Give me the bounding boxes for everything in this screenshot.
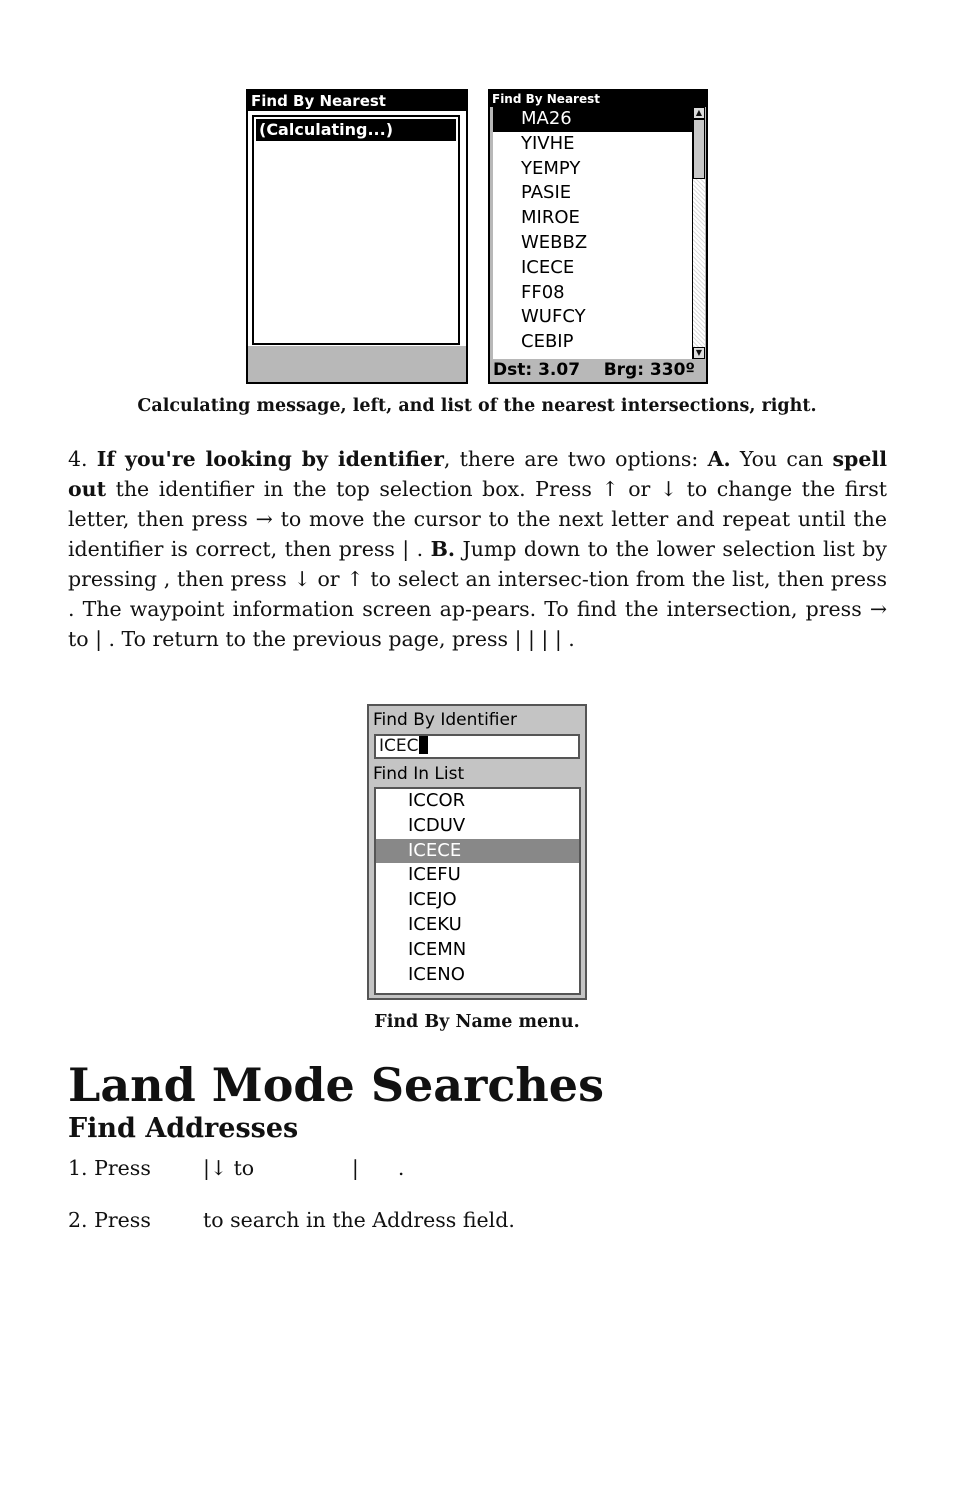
body-text: Jump down to the lower selection list by pressing , then press ↓ or ↑ to select an intersec-tion from the list, then press . The waypoint information screen ap-pears. To find the intersection, press → to | . To return to the previous page, press | | | | . <box>68 537 887 651</box>
list-item[interactable]: ICECE <box>521 256 575 278</box>
figure-caption: Calculating message, left, and list of the nearest intersections, right. <box>137 396 817 416</box>
identifier-list[interactable] <box>374 787 581 995</box>
calculating-message: (Calculating...) <box>256 119 456 141</box>
bold-text: spell out <box>68 447 887 501</box>
step-number: 4. <box>68 447 97 471</box>
body-text: , there are two options: <box>443 447 708 471</box>
section-heading: Land Mode Searches <box>68 1058 604 1112</box>
identifier-input[interactable] <box>374 734 580 759</box>
list-item[interactable]: CEBIP <box>521 331 574 353</box>
subsection-heading: Find Addresses <box>68 1113 299 1144</box>
screen-title: Find By Nearest <box>248 91 466 111</box>
list-item[interactable]: ICECE <box>376 839 579 864</box>
list-item[interactable]: ICEFU <box>408 864 461 886</box>
bold-text: B. <box>430 537 456 561</box>
list-item[interactable]: YEMPY <box>521 157 581 179</box>
scrollbar-thumb[interactable] <box>693 119 705 179</box>
figure-caption: Find By Name menu. <box>374 1012 580 1032</box>
find-in-list-label: Find In List <box>373 764 465 784</box>
list-item[interactable]: MIROE <box>521 207 580 229</box>
body-text: the identifier in the top selection box. Press ↑ or ↓ to change the first letter, then press → to move the cursor to the next letter and repeat until the identifier is correct, then press | . <box>68 477 887 561</box>
list-item[interactable]: ICEMN <box>408 938 467 960</box>
list-item[interactable]: FF08 <box>521 281 565 303</box>
distance-bearing-status: Dst: 3.07 Brg: 330º <box>493 360 695 380</box>
identifier-value: ICEC <box>379 736 419 756</box>
step-2-text: 2. Press to search in the Address field. <box>68 1208 515 1232</box>
identifier-label: Find By Identifier <box>373 710 517 730</box>
scroll-down-arrow-icon[interactable]: ▼ <box>693 347 705 359</box>
list-item[interactable]: YIVHE <box>521 132 575 154</box>
list-item[interactable]: WEBBZ <box>521 231 588 253</box>
bold-text: A. <box>707 447 731 471</box>
find-by-nearest-calculating-screen <box>246 89 468 384</box>
find-by-identifier-screen <box>367 704 587 1000</box>
list-item[interactable]: ICCOR <box>408 790 466 811</box>
body-text: You can <box>730 447 833 471</box>
list-item[interactable]: ICEKU <box>408 913 462 935</box>
list-item[interactable]: ICENO <box>408 963 465 985</box>
find-by-nearest-list-screen <box>488 89 708 384</box>
list-item[interactable]: ICDUV <box>408 814 466 836</box>
list-item[interactable]: WUFCY <box>521 306 586 328</box>
status-bar <box>248 346 466 382</box>
bold-text: If you're looking by identifier <box>96 447 444 471</box>
screen-title: Find By Nearest <box>490 91 706 107</box>
scrollbar[interactable] <box>692 107 705 359</box>
intersection-list[interactable] <box>493 107 692 359</box>
list-item[interactable]: ICEJO <box>408 889 457 911</box>
step-1-text: 1. Press |↓ to | . <box>68 1156 405 1180</box>
results-list <box>252 115 460 345</box>
step-4-paragraph <box>68 444 887 654</box>
text-cursor <box>419 736 428 754</box>
list-item[interactable]: MA26 <box>493 107 692 132</box>
list-item[interactable]: PASIE <box>521 182 572 204</box>
scroll-up-arrow-icon[interactable]: ▲ <box>693 107 705 119</box>
